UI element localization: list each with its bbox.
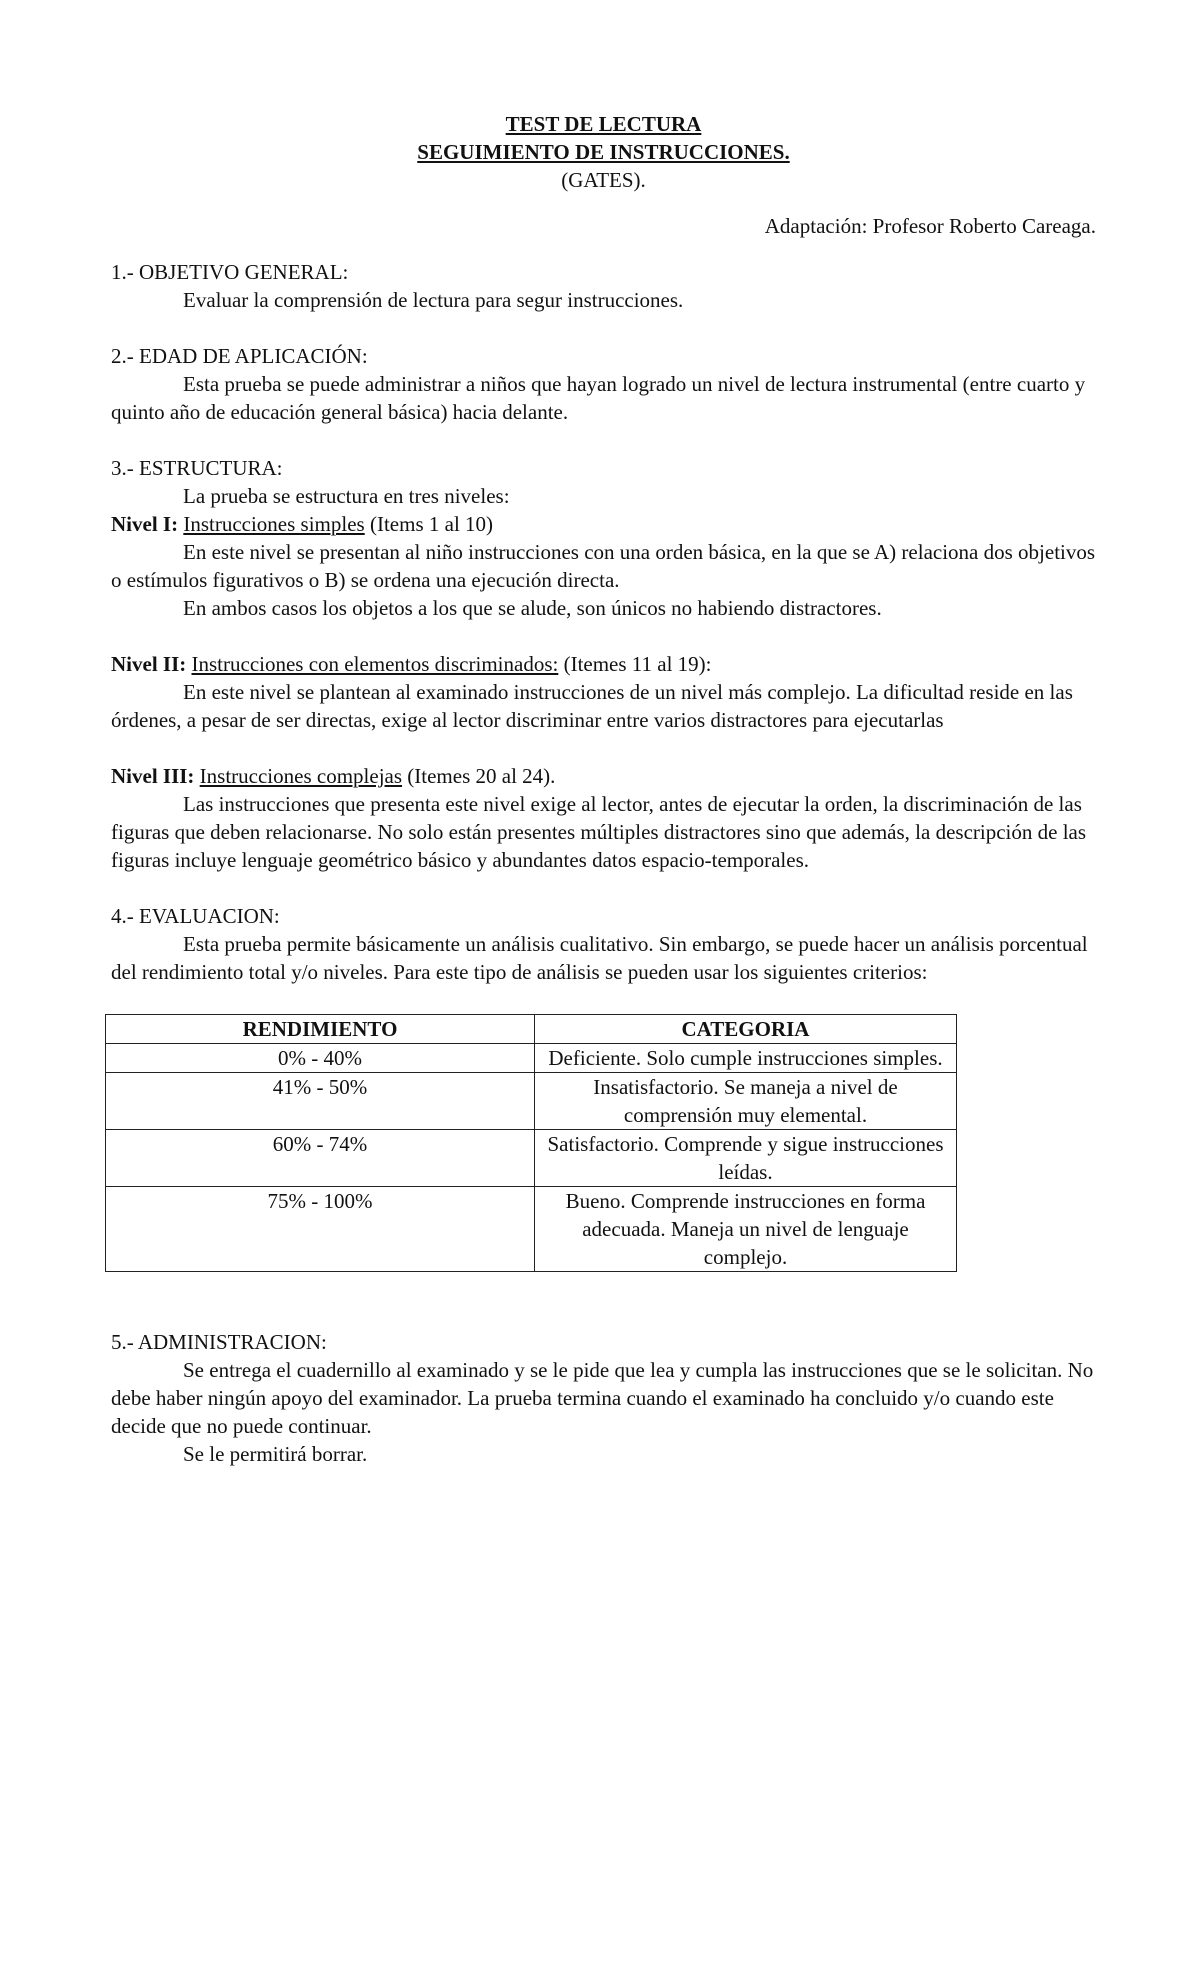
- section-heading: 5.- ADMINISTRACION:: [111, 1330, 327, 1354]
- section-text: Evaluar la comprensión de lectura para segur instrucciones.: [183, 288, 684, 312]
- document-source: (GATES).: [561, 168, 646, 192]
- table-cell-categoria: Deficiente. Solo cumple instrucciones simples.: [535, 1044, 957, 1073]
- level-1: [111, 510, 1096, 622]
- section-administracion: [111, 1328, 1096, 1468]
- level-range: (Items 1 al 10): [369, 512, 494, 536]
- section-heading: 3.- ESTRUCTURA:: [111, 456, 283, 480]
- table-cell-rendimiento: 60% - 74%: [106, 1130, 535, 1187]
- table-row: [106, 1130, 957, 1187]
- criteria-table: [105, 1014, 957, 1272]
- section-edad: [111, 342, 1096, 426]
- level-label: Nivel III:: [111, 764, 195, 788]
- title-block: [111, 110, 1096, 194]
- section-text: Esta prueba se puede administrar a niños que hayan logrado un nivel de lectura instrumental (entre cuarto y quinto año de educación general básica) hacia delante.: [111, 372, 1086, 424]
- level-paragraph: Las instrucciones que presenta este nivel exige al lector, antes de ejecutar la orden, la discriminación de las figuras que deben relacionarse. No solo están presentes múltiples distractores sino que además, la descripción de las figuras incluye lenguaje geométrico básico y abundantes datos espacio-temporales.: [111, 792, 1087, 872]
- table-header-row: [106, 1015, 957, 1044]
- section-intro: La prueba se estructura en tres niveles:: [183, 484, 510, 508]
- level-label: Nivel I:: [111, 512, 179, 536]
- section-text: Se le permitirá borrar.: [183, 1442, 368, 1466]
- section-evaluacion: [111, 902, 1096, 1272]
- level-title: Instrucciones complejas: [199, 764, 403, 788]
- level-paragraph: En ambos casos los objetos a los que se alude, son únicos no habiendo distractores.: [183, 596, 882, 620]
- section-text: Se entrega el cuadernillo al examinado y se le pide que lea y cumpla las instrucciones que se le solicitan. No debe haber ningún apoyo del examinador. La prueba termina cuando el examinado ha concluido y/o cuando este decide que no puede continuar.: [111, 1358, 1094, 1438]
- table-cell-rendimiento: 0% - 40%: [106, 1044, 535, 1073]
- table-cell-categoria: Insatisfactorio. Se maneja a nivel de comprensión muy elemental.: [535, 1073, 957, 1130]
- section-heading: 1.- OBJETIVO GENERAL:: [111, 260, 349, 284]
- document-page: [111, 110, 1096, 1468]
- level-range: (Itemes 11 al 19):: [563, 652, 712, 676]
- table-row: [106, 1187, 957, 1272]
- level-paragraph: En este nivel se presentan al niño instrucciones con una orden básica, en la que se A) relaciona dos objetivos o estímulos figurativos o B) se ordena una ejecución directa.: [111, 540, 1096, 592]
- attribution: Adaptación: Profesor Roberto Careaga.: [764, 214, 1096, 238]
- level-2: [111, 650, 1096, 734]
- table-row: [106, 1044, 957, 1073]
- level-range: (Itemes 20 al 24).: [407, 764, 556, 788]
- table-cell-categoria: Satisfactorio. Comprende y sigue instrucciones leídas.: [535, 1130, 957, 1187]
- level-heading: [111, 650, 1096, 678]
- section-heading: 4.- EVALUACION:: [111, 904, 280, 928]
- table-cell-rendimiento: 41% - 50%: [106, 1073, 535, 1130]
- level-paragraph: En este nivel se plantean al examinado instrucciones de un nivel más complejo. La dificultad reside en las órdenes, a pesar de ser directas, exige al lector discriminar entre varios distractores para ejecutarlas: [111, 680, 1073, 732]
- document-title: TEST DE LECTURA: [505, 112, 702, 136]
- table-cell-categoria: Bueno. Comprende instrucciones en forma adecuada. Maneja un nivel de lenguaje complejo.: [535, 1187, 957, 1272]
- document-subtitle: SEGUIMIENTO DE INSTRUCCIONES.: [417, 140, 790, 164]
- level-3: [111, 762, 1096, 874]
- level-heading: [111, 510, 1096, 538]
- section-estructura: [111, 454, 1096, 874]
- column-header: CATEGORIA: [535, 1015, 957, 1044]
- table-row: [106, 1073, 957, 1130]
- section-heading: 2.- EDAD DE APLICACIÓN:: [111, 344, 368, 368]
- level-title: Instrucciones simples: [183, 512, 365, 536]
- column-header: RENDIMIENTO: [106, 1015, 535, 1044]
- level-heading: [111, 762, 1096, 790]
- section-objetivo: [111, 258, 1096, 314]
- table-cell-rendimiento: 75% - 100%: [106, 1187, 535, 1272]
- level-label: Nivel II:: [111, 652, 187, 676]
- level-title: Instrucciones con elementos discriminados:: [191, 652, 559, 676]
- section-text: Esta prueba permite básicamente un análisis cualitativo. Sin embargo, se puede hacer un análisis porcentual del rendimiento total y/o niveles. Para este tipo de análisis se pueden usar los siguientes criterios:: [111, 932, 1088, 984]
